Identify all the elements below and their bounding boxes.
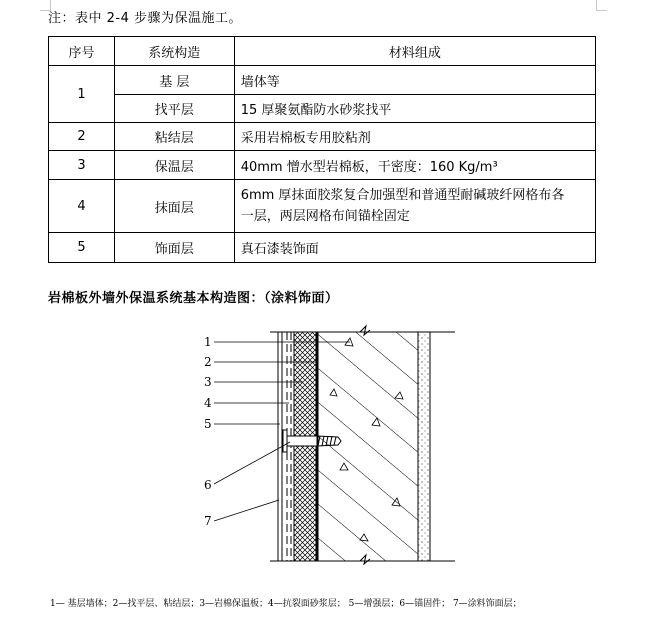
inner-plaster-layer (418, 332, 430, 561)
row-number: 3 (49, 151, 115, 180)
callout-6: 6 (204, 478, 212, 492)
row-number: 4 (49, 180, 115, 233)
header-material: 材料组成 (234, 37, 595, 66)
row-number: 1 (49, 66, 115, 123)
callout-4: 4 (204, 396, 212, 410)
row-layer: 粘结层 (114, 123, 234, 151)
table-note: 注：表中 2-4 步骤为保温施工。 (48, 11, 242, 26)
row-material-line2: 一层，两层网格布间锚栓固定 (240, 209, 410, 224)
figure-title: 岩棉板外墙外保温系统基本构造图：（涂料饰面） (48, 291, 339, 306)
row-material-line1: 6mm 厚抹面胶浆复合加强型和普通型耐碱玻纤网格布各 (240, 188, 565, 203)
row-material: 墙体等 (234, 66, 595, 95)
row-number: 5 (49, 233, 115, 263)
row-number: 2 (49, 123, 115, 151)
row-material: 采用岩棉板专用胶粘剂 (234, 123, 595, 151)
callout-1: 1 (204, 335, 212, 349)
row-layer: 抹面层 (114, 180, 234, 233)
callout-2: 2 (204, 355, 212, 369)
figure-caption: 1— 基层墙体；2—找平层、粘结层；3—岩棉保温板；4—抗裂面砂浆层； 5—增强层；6—锚固件； 7—涂料饰面层； (50, 599, 522, 609)
callout-5: 5 (204, 417, 212, 431)
row-material: 40mm 憎水型岩棉板，干密度：160 Kg/m³ (234, 151, 595, 180)
base-wall (318, 332, 418, 561)
row-material: 真石漆装饰面 (234, 233, 595, 263)
row-material: 15 厚聚氨酯防水砂浆找平 (234, 95, 595, 123)
header-number: 序号 (49, 37, 115, 66)
row-layer: 基 层 (114, 66, 234, 95)
header-system: 系统构造 (114, 37, 234, 66)
row-layer: 饰面层 (114, 233, 234, 263)
row-layer: 保温层 (114, 151, 234, 180)
callout-3: 3 (204, 375, 212, 389)
callout-7: 7 (204, 514, 212, 528)
row-layer: 找平层 (114, 95, 234, 123)
